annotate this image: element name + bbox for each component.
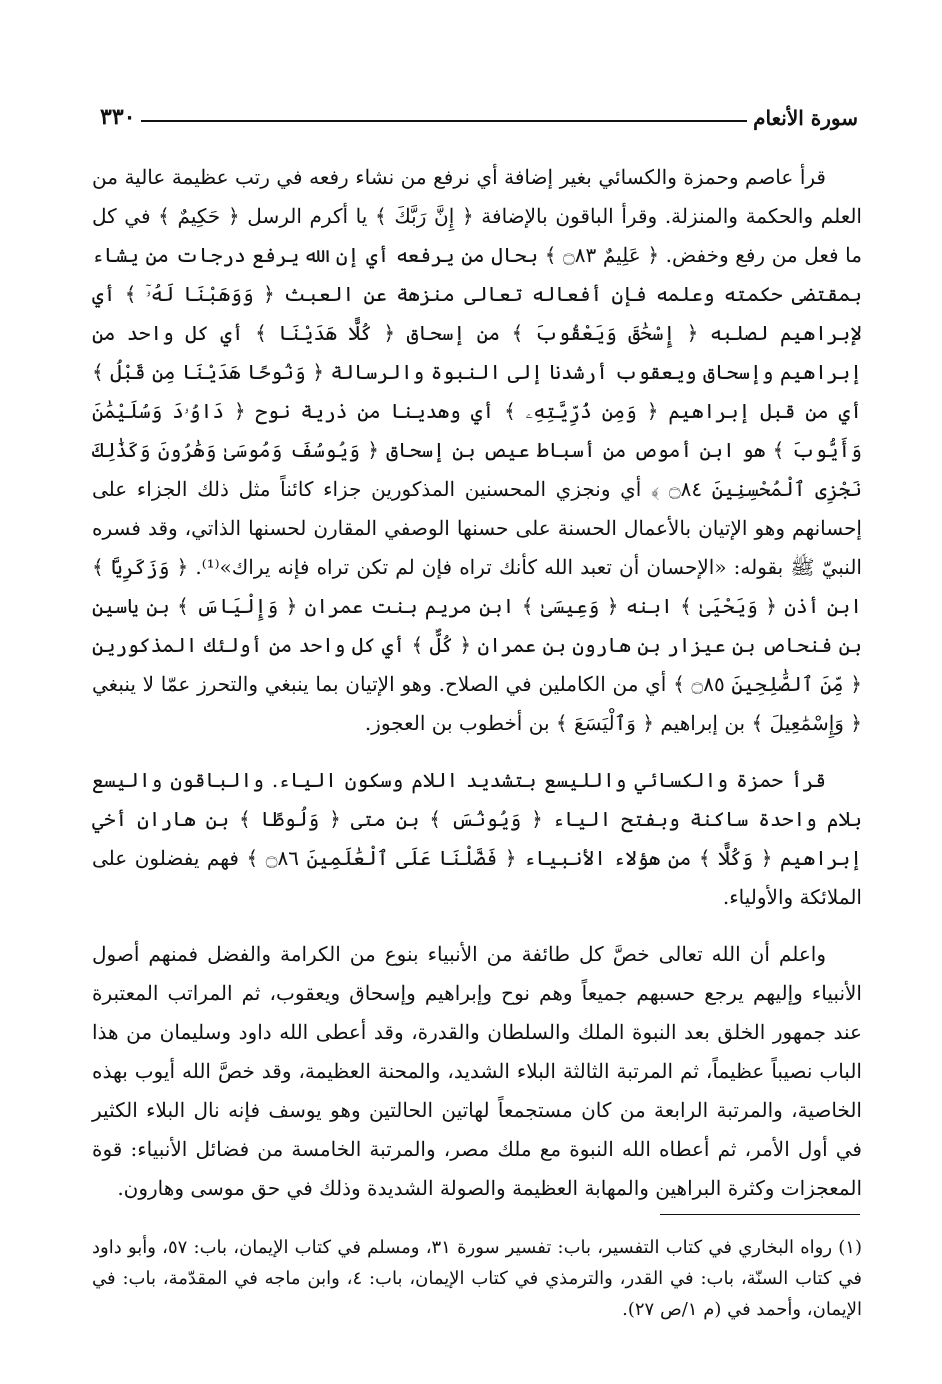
page-number: ٣٣٠ [100, 104, 136, 130]
main-text [92, 158, 862, 1208]
footnote [92, 1232, 862, 1325]
footnote-text: (١) رواه البخاري في كتاب التفسير، باب: تفسير سورة ٣١، ومسلم في كتاب الإيمان، باب: ٥٧، وأبو داود في كتاب السنّة، باب: في القدر، والترمذي في كتاب الإيمان، باب: ٤، وابن ماجه في المقدّمة، باب: في الإيمان، وأحمد في (م ١/ص ٢٧). [92, 1237, 862, 1320]
paragraph-1: قرأ عاصم وحمزة والكسائي بغير إضافة أي نرفع من نشاء رفعه في رتب عظيمة عالية من العلم والحكمة والمنزلة. وقرأ الباقون بالإضافة ﴿ إِنَّ رَبَّكَ ﴾ يا أكرم الرسل ﴿ حَكِيمٌ ﴾ في كل ما فعل من رفع وخفض. ﴿ عَلِيمٌ ۝٨٣ ﴾ بحال من يرفعه أي إن الله يرفع درجات من يشاء بمقتضى حكمته وعلمه فإن أفعاله تعالى منزهة عن العبث ﴿ وَوَهَبْنَا لَهُۥٓ ﴾ أي لإبراهيم لصلبه ﴿ إِسْحَٰقَ وَيَعْقُوبَ ﴾ من إسحاق ﴿ كُلًّا هَدَيْنَا ﴾ أي كل واحد من إبراهيم وإسحاق ويعقوب أرشدنا إلى النبوة والرسالة ﴿ وَنُوحًا هَدَيْنَا مِن قَبْلُ ﴾ أي من قبل إبراهيم ﴿ وَمِن ذُرِّيَّتِهِۦ ﴾ أي وهدينا من ذرية نوح ﴿ دَاوُۥدَ وَسُلَيْمَٰنَ وَأَيُّوبَ ﴾ هو ابن أموص من أسباط عيص بن إسحاق ﴿ وَيُوسُفَ وَمُوسَىٰ وَهَٰرُونَ وَكَذَٰلِكَ نَجْزِى ٱلْمُحْسِنِينَ ۝٨٤ ﴾ أي ونجزي المحسنين المذكورين جزاء كائناً مثل ذلك الجزاء على إحسانهم وهو الإتيان بالأعمال الحسنة على حسنها الوصفي المقارن لحسنها الذاتي، وقد فسره النبيّ ﷺ بقوله: «الإحسان أن تعبد الله كأنك تراه فإن لم تكن تراه فإنه يراك»⁽¹⁾. ﴿ وَزَكَرِيَّا ﴾ ابن أذن ﴿ وَيَحْيَىٰ ﴾ ابنه ﴿ وَعِيسَىٰ ﴾ ابن مريم بنت عمران ﴿ وَإِلْيَاسَ ﴾ بن ياسين بن فنحاص بن عيزار بن هارون بن عمران ﴿ كُلٌّ ﴾ أي كل واحد من أولئك المذكورين ﴿ مِّنَ ٱلصَّٰلِحِينَ ۝٨٥ ﴾ أي من الكاملين في الصلاح. وهو الإتيان بما ينبغي والتحرز عمّا لا ينبغي ﴿ وَإِسْمَٰعِيلَ ﴾ بن إبراهيم ﴿ وَٱلْيَسَعَ ﴾ بن أخطوب بن العجوز. [92, 165, 863, 735]
surah-title: سورة الأنعام [753, 106, 858, 130]
paragraph-2: قرأ حمزة والكسائي والليسع بتشديد اللام وسكون الياء. والباقون واليسع بلام واحدة ساكنة وبفتح الياء ﴿ وَيُونُسَ ﴾ بن متى ﴿ وَلُوطًا ﴾ بن هاران أخي إبراهيم ﴿ وَكُلًّا ﴾ من هؤلاء الأنبياء ﴿ فَضَّلْنَا عَلَى ٱلْعَٰلَمِينَ ۝٨٦ ﴾ فهم يفضلون على الملائكة والأولياء. [92, 768, 862, 909]
footnote-separator [660, 1214, 860, 1215]
header-rule [141, 120, 747, 122]
paragraph-3: واعلم أن الله تعالى خصَّ كل طائفة من الأنبياء بنوع من الكرامة والفضل فمنهم أصول الأنبياء وإليهم يرجع حسبهم جميعاً وهم نوح وإبراهيم وإسحاق ويعقوب، ثم المراتب المعتبرة عند جمهور الخلق بعد النبوة الملك والسلطان والقدرة، وقد أعطى الله داود وسليمان من هذا الباب نصيباً عظيماً، ثم المرتبة الثالثة البلاء الشديد، والمحنة العظيمة، وقد خصَّ الله أيوب بهذه الخاصية، والمرتبة الرابعة من كان مستجمعاً لهاتين الحالتين وهو يوسف فإنه نال البلاء الكثير في أول الأمر، ثم أعطاه الله النبوة مع ملك مصر، والمرتبة الخامسة من فضائل الأنبياء: قوة المعجزات وكثرة البراهين والمهابة العظيمة والصولة الشديدة وذلك في حق موسى وهارون. [92, 942, 862, 1200]
running-header [92, 88, 862, 128]
